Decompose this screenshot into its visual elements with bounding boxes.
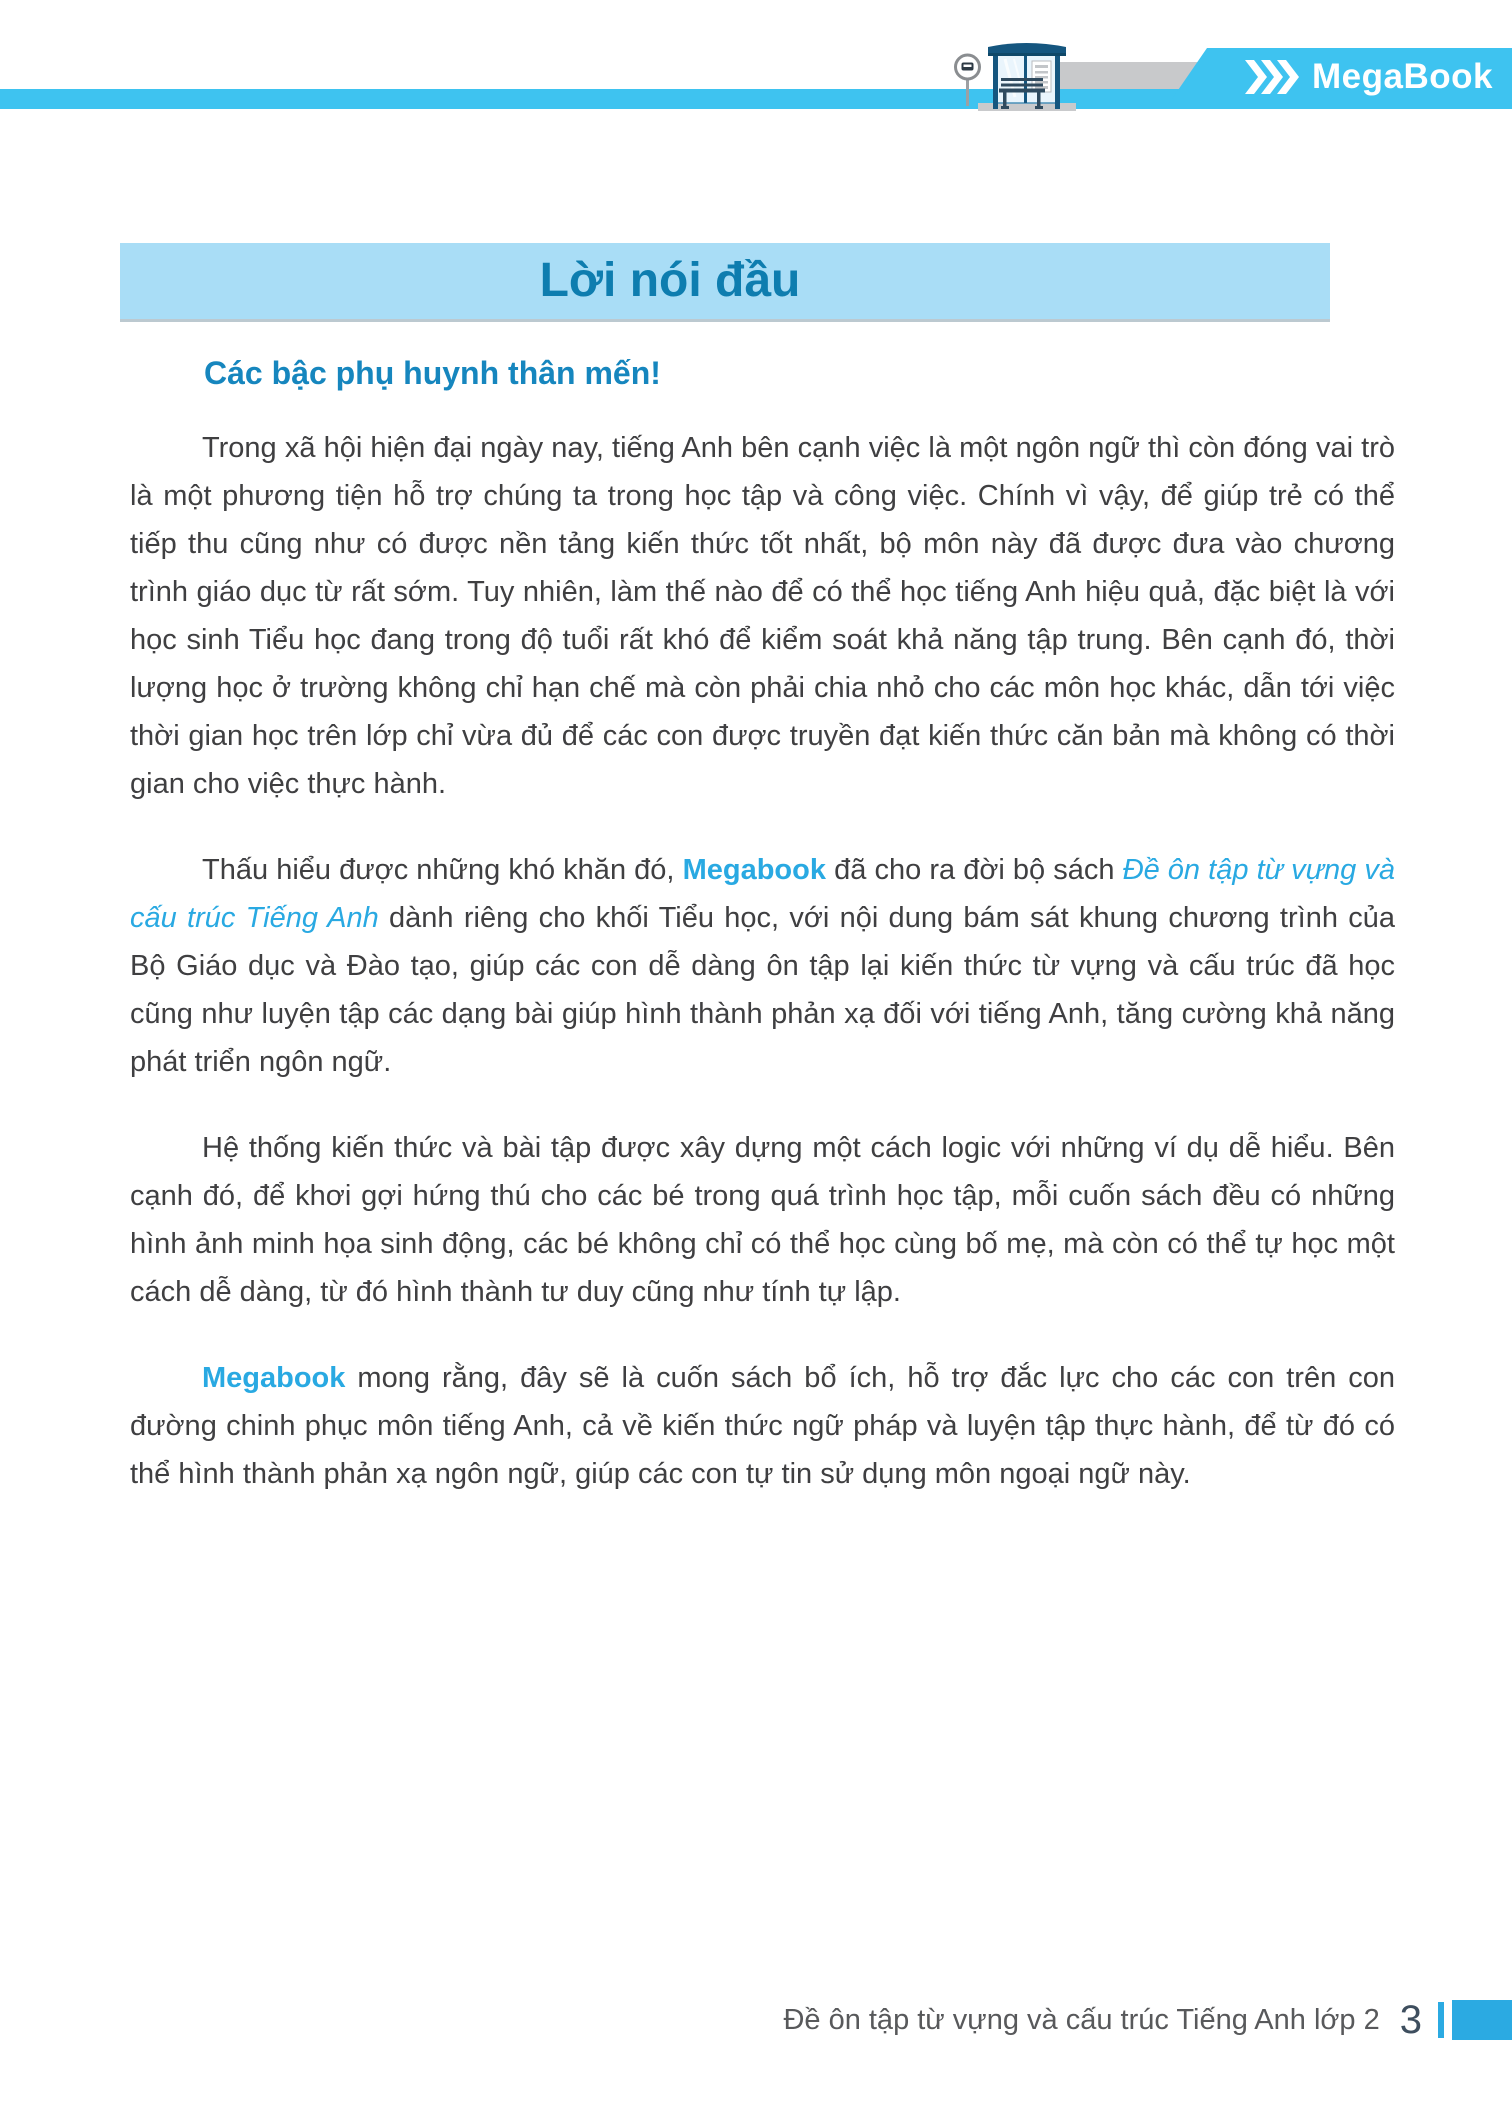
paragraph-2-text: Thấu hiểu được những khó khăn đó,	[202, 854, 683, 886]
greeting-heading: Các bậc phụ huynh thân mến!	[204, 355, 661, 391]
page-number: 3	[1399, 1997, 1422, 2042]
paragraph-2-text: dành riêng cho khối Tiểu học, với nội dung bám sát khung chương trình của Bộ Giáo dục và Đào tạo, giúp các con dễ dàng ôn tập lại kiến thức từ vựng và cấu trúc đã học cũng như luyện tập các dạng bài giúp hình thành phản xạ đối với tiếng Anh, tăng cường khả năng phát triển ngôn ngữ.	[130, 902, 1395, 1078]
page-title: Lời nói đầu	[539, 254, 801, 307]
title-banner	[120, 243, 1330, 319]
page-footer	[783, 1998, 1512, 2042]
brand-logo	[1245, 56, 1493, 98]
paragraph-3	[130, 1124, 1395, 1316]
paragraph-3-text: Hệ thống kiến thức và bài tập được xây dựng một cách logic với những ví dụ dễ hiểu. Bên cạnh đó, để khơi gợi hứng thú cho các bé trong quá trình học tập, mỗi cuốn sách đều có những hình ảnh minh họa sinh động, các bé không chỉ có thể học cùng bố mẹ, mà còn có thể tự học một cách dễ dàng, từ đó hình thành tư duy cũng như tính tự lập.	[130, 1132, 1395, 1308]
brand-mention: Megabook	[682, 854, 826, 886]
book-series-title: Đề ôn tập từ vựng và cấu trúc Tiếng Anh	[130, 854, 1395, 934]
footer-accent-block	[1452, 2000, 1512, 2040]
paragraph-4-text: mong rằng, đây sẽ là cuốn sách bổ ích, hỗ trợ đắc lực cho các con trên con đường chinh phục môn tiếng Anh, cả về kiến thức ngữ pháp và luyện tập thực hành, để từ đó có thể hình thành phản xạ ngôn ngữ, giúp các con tự tin sử dụng môn ngoại ngữ này.	[130, 1362, 1395, 1490]
brand-chevrons-icon	[1245, 60, 1303, 94]
footer-book-title: Đề ôn tập từ vựng và cấu trúc Tiếng Anh lớp 2	[783, 2003, 1380, 2036]
footer-accent-thin-bar	[1438, 2002, 1444, 2038]
brand-mention: Megabook	[202, 1362, 346, 1394]
paragraph-2	[130, 846, 1395, 1086]
paragraph-4	[130, 1354, 1395, 1498]
preface-content	[130, 350, 1395, 1536]
brand-name: MegaBook	[1312, 57, 1493, 96]
paragraph-1	[130, 424, 1395, 808]
paragraph-1-text: Trong xã hội hiện đại ngày nay, tiếng Anh bên cạnh việc là một ngôn ngữ thì còn đóng vai trò là một phương tiện hỗ trợ chúng ta trong học tập và công việc. Chính vì vậy, để giúp trẻ có thể tiếp thu cũng như có được nền tảng kiến thức tốt nhất, bộ môn này đã được đưa vào chương trình giáo dục từ rất sớm. Tuy nhiên, làm thế nào để có thể học tiếng Anh hiệu quả, đặc biệt là với học sinh Tiểu học đang trong độ tuổi rất khó để kiểm soát khả năng tập trung. Bên cạnh đó, thời lượng học ở trường không chỉ hạn chế mà còn phải chia nhỏ cho các môn học khác, dẫn tới việc thời gian học trên lớp chỉ vừa đủ để các con được truyền đạt kiến thức căn bản mà không có thời gian cho việc thực hành.	[130, 432, 1395, 800]
paragraph-2-text: đã cho ra đời bộ sách	[826, 854, 1123, 886]
bus-stop-icon	[940, 17, 1080, 113]
